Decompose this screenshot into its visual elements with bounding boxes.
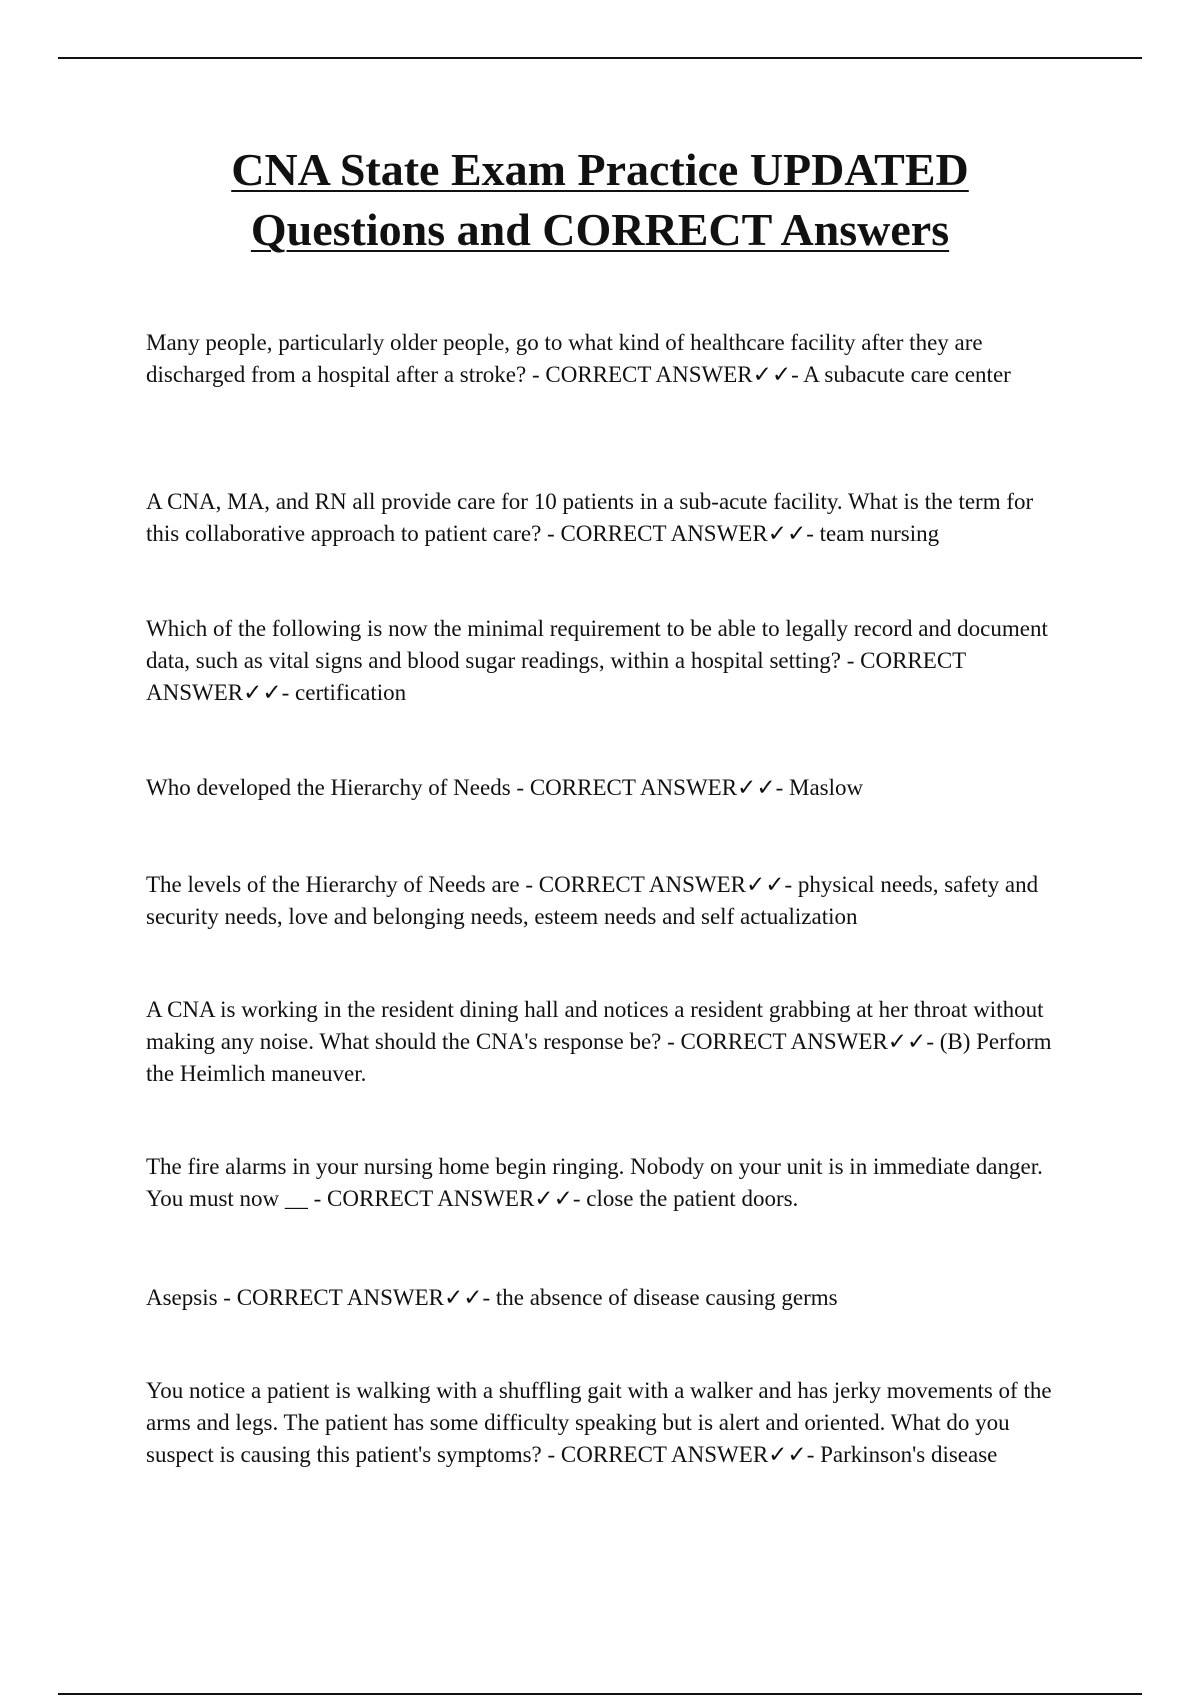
qa-item: A CNA, MA, and RN all provide care for 10 patients in a sub-acute facility. What is the term for this collaborative approach to patient care? - CORRECT ANSWER✓✓- team nursing	[146, 489, 1034, 546]
qa-item: You notice a patient is walking with a shuffling gait with a walker and has jerky movements of the arms and legs. The patient has some difficulty speaking but is alert and oriented. What do you suspect is causing this patient's symptoms? - CORRECT ANSWER✓✓- Parkinson's disease	[146, 1378, 1052, 1467]
qa-item: The levels of the Hierarchy of Needs are - CORRECT ANSWER✓✓- physical needs, safety and security needs, love and belonging needs, esteem needs and self actualization	[146, 872, 1039, 929]
title-line-2: Questions and CORRECT Answers	[250, 204, 950, 255]
qa-item: Asepsis - CORRECT ANSWER✓✓- the absence of disease causing germs	[146, 1285, 838, 1310]
qa-item: The fire alarms in your nursing home begin ringing. Nobody on your unit is in immediate danger. You must now __ - CORRECT ANSWER✓✓- close the patient doors.	[146, 1154, 1043, 1211]
document-title	[100, 140, 1100, 260]
qa-item: Which of the following is now the minimal requirement to be able to legally record and document data, such as vital signs and blood sugar readings, within a hospital setting? - CORRECT ANSWER✓✓- certification	[146, 616, 1048, 705]
footer-rule	[58, 1693, 1142, 1695]
title-line-1: CNA State Exam Practice UPDATED	[231, 144, 969, 195]
qa-item: Who developed the Hierarchy of Needs - CORRECT ANSWER✓✓- Maslow	[146, 775, 864, 800]
header-rule	[58, 57, 1142, 59]
qa-item: Many people, particularly older people, go to what kind of healthcare facility after they are discharged from a hospital after a stroke? - CORRECT ANSWER✓✓- A subacute care center	[146, 330, 1011, 387]
qa-item: A CNA is working in the resident dining hall and notices a resident grabbing at her throat without making any noise. What should the CNA's response be? - CORRECT ANSWER✓✓- (B) Perform the Heimlich maneuver.	[146, 997, 1052, 1086]
